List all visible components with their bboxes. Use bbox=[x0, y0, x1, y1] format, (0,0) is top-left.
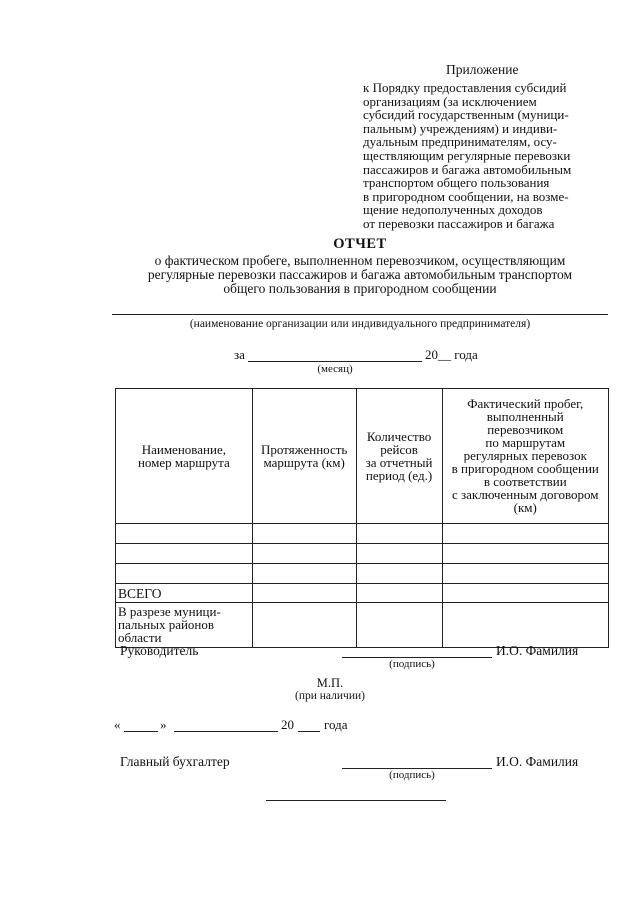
header-line: период (ед.) bbox=[365, 468, 433, 483]
table-total-row bbox=[116, 584, 609, 603]
appendix-line: от перевозки пассажиров и багажа bbox=[363, 215, 555, 231]
table-cell[interactable] bbox=[356, 524, 442, 544]
appendix-line: организациям (за исключением bbox=[363, 93, 537, 109]
header-line: в пригородном сообщении bbox=[451, 461, 599, 476]
header-line: Фактический пробег, bbox=[467, 396, 584, 411]
header-line: перевозчиком bbox=[487, 422, 564, 437]
appendix-line: транспортом общего пользования bbox=[363, 175, 550, 191]
header-route-name bbox=[116, 389, 253, 524]
total-label: ВСЕГО bbox=[116, 584, 253, 603]
appendix-line: ществляющим регулярные перевозки bbox=[363, 147, 571, 163]
table-district-row bbox=[116, 603, 609, 648]
table-cell[interactable] bbox=[442, 544, 608, 564]
period-prefix: за bbox=[234, 347, 245, 362]
report-subtitle bbox=[100, 254, 620, 296]
organization-caption: (наименование организации или индивидуального предпринимателя) bbox=[189, 318, 531, 330]
table-cell[interactable] bbox=[252, 544, 356, 564]
seal-note: (при наличии) bbox=[295, 690, 365, 702]
header-line: Протяженность bbox=[260, 442, 348, 457]
head-name: И.О. Фамилия bbox=[496, 643, 579, 658]
table-cell[interactable] bbox=[252, 524, 356, 544]
date-day-line[interactable] bbox=[124, 731, 158, 732]
header-line: (км) bbox=[513, 500, 537, 515]
header-line: Наименование, bbox=[141, 442, 226, 457]
table-cell[interactable] bbox=[252, 564, 356, 584]
head-signature-caption: (подпись) bbox=[389, 658, 435, 670]
district-label-line: области bbox=[118, 630, 162, 645]
month-line bbox=[248, 361, 422, 362]
table-cell[interactable] bbox=[442, 584, 608, 603]
header-line: регулярных перевозок bbox=[463, 448, 587, 463]
table-cell[interactable] bbox=[356, 544, 442, 564]
accountant-label: Главный бухгалтер bbox=[120, 754, 230, 769]
accountant-signature-caption: (подпись) bbox=[389, 769, 435, 781]
appendix-line: пассажиров и багажа автомобильным bbox=[363, 161, 572, 177]
appendix-line: щение недополученных доходов bbox=[363, 202, 543, 218]
appendix-title: Приложение bbox=[446, 62, 519, 77]
table-row bbox=[116, 524, 609, 544]
header-line: по маршрутам bbox=[485, 435, 566, 450]
table-cell[interactable] bbox=[356, 603, 442, 648]
subtitle-line: о фактическом пробеге, выполненном перевозчиком, осуществляющим bbox=[154, 253, 566, 268]
appendix-line: дуальным предпринимателям, осу- bbox=[363, 134, 557, 150]
header-trips-count bbox=[356, 389, 442, 524]
table-cell[interactable] bbox=[442, 603, 608, 648]
table-cell[interactable] bbox=[252, 603, 356, 648]
appendix-line: субсидий государственным (муници- bbox=[363, 107, 569, 123]
header-line: выполненный bbox=[486, 409, 564, 424]
table-cell[interactable] bbox=[356, 584, 442, 603]
header-route-length bbox=[252, 389, 356, 524]
head-label: Руководитель bbox=[120, 643, 199, 658]
report-title: ОТЧЕТ bbox=[333, 236, 387, 252]
table-cell[interactable] bbox=[442, 524, 608, 544]
appendix-line: в пригородном сообщении, на возме- bbox=[363, 188, 569, 204]
header-line: Количество bbox=[366, 429, 432, 444]
date-year-line[interactable] bbox=[298, 731, 320, 732]
header-line: номер маршрута bbox=[137, 455, 230, 470]
header-line: рейсов bbox=[380, 442, 418, 457]
table-header-row bbox=[116, 389, 609, 524]
header-actual-mileage bbox=[442, 389, 608, 524]
date-suffix: года bbox=[324, 717, 348, 732]
accountant-name: И.О. Фамилия bbox=[496, 754, 579, 769]
date-month-line[interactable] bbox=[174, 731, 278, 732]
appendix-line: к Порядку предоставления субсидий bbox=[363, 80, 567, 95]
seal-label: М.П. bbox=[316, 676, 344, 690]
appendix-line: пальным) учреждениям) и индиви- bbox=[363, 120, 558, 136]
appendix-text bbox=[363, 81, 625, 231]
month-caption: (месяц) bbox=[317, 363, 353, 375]
table-cell[interactable] bbox=[356, 564, 442, 584]
closing-divider bbox=[266, 800, 446, 801]
report-table bbox=[115, 388, 609, 648]
period-year: 20__ года bbox=[425, 347, 478, 362]
date-open-quote: « bbox=[114, 717, 121, 732]
header-line: за отчетный bbox=[365, 455, 433, 470]
organization-line bbox=[112, 314, 608, 315]
table-cell[interactable] bbox=[116, 544, 253, 564]
table-row bbox=[116, 544, 609, 564]
date-close-quote: » bbox=[160, 717, 167, 732]
table-cell[interactable] bbox=[116, 524, 253, 544]
table-cell[interactable] bbox=[252, 584, 356, 603]
table-row bbox=[116, 564, 609, 584]
header-line: с заключенным договором bbox=[451, 487, 599, 502]
table-cell[interactable] bbox=[442, 564, 608, 584]
subtitle-line: регулярные перевозки пассажиров и багажа автомобильным транспортом bbox=[147, 267, 573, 282]
header-line: в соответствии bbox=[483, 474, 567, 489]
date-year: 20 bbox=[281, 717, 294, 732]
district-label-line: пальных районов bbox=[118, 617, 215, 632]
subtitle-line: общего пользования в пригородном сообщении bbox=[223, 281, 497, 296]
district-label bbox=[116, 603, 253, 648]
header-line: маршрута (км) bbox=[263, 455, 345, 470]
district-label-line: В разрезе муници- bbox=[118, 604, 221, 619]
table-cell[interactable] bbox=[116, 564, 253, 584]
